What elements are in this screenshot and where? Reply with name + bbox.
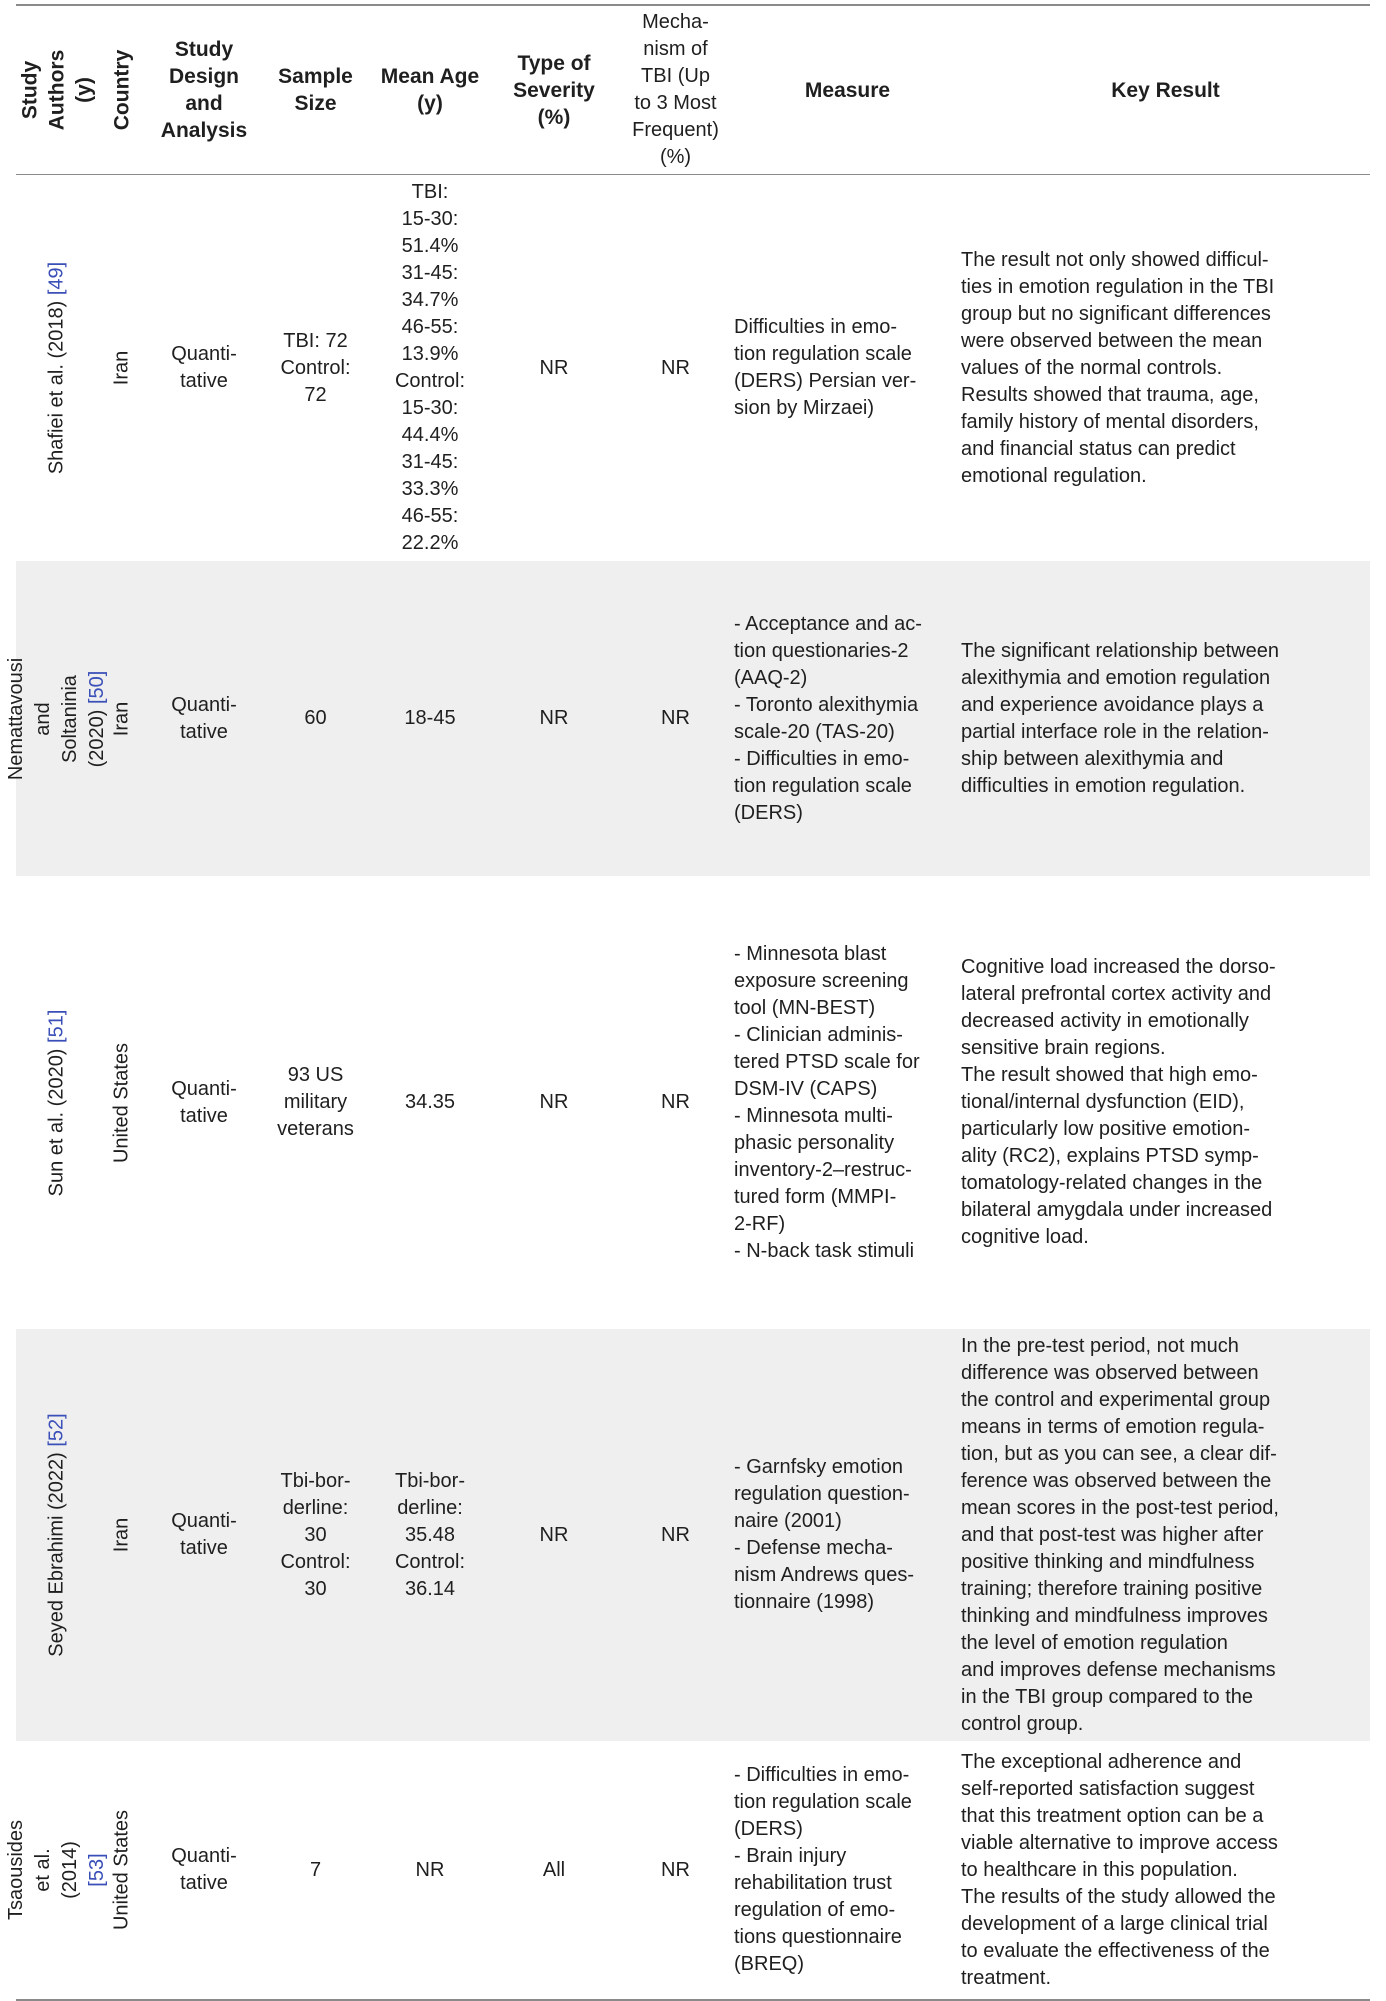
study-authors: Nemattavousi and Soltaninia (2020) xyxy=(5,657,108,780)
cell-severity: NR xyxy=(539,356,569,379)
cell-measure: - Acceptance and ac- tion questionaries-2 (AAQ-2) - Toronto alexithymia scale-20 (TAS-20) - Difficulties in emo- tion regulation scale (DERS) xyxy=(734,561,961,876)
cell-key-result: Cognitive load increased the dorso- lateral prefrontal cortex activity and decreased activity in emotionally sensitive brain regions. The result showed that high emo- tional/internal dysfunction (EID), particularly low positive emotion- ality (RC2), explains PTSD symp- tomatology-related changes in the bilateral amygdala under increased cognitive load. xyxy=(961,956,1276,1248)
cell-study xyxy=(16,876,98,1329)
cell-severity: All xyxy=(491,1741,617,2000)
table-row xyxy=(16,561,1370,876)
cell-measure: - Garnfsky emotion regulation question- naire (2001) - Defense mecha- nism Andrews ques- tionnaire (1998) xyxy=(734,1329,961,1741)
cell-age: Tbi-bor- derline: 35.48 Control: 36.14 xyxy=(369,1329,491,1741)
cell-measure: - Minnesota blast exposure screening tool (MN-BEST) - Clinician adminis- tered PTSD scale for DSM-IV (CAPS) - Minnesota multi- phasic personality inventory-2–restruc- tured form (MMPI- 2-RF) - N-back task stimuli xyxy=(734,942,920,1262)
cell-severity: NR xyxy=(539,1091,569,1113)
cell-study xyxy=(16,175,98,562)
study-authors: Seyed Ebrahimi (2022) xyxy=(45,1446,68,1657)
cell-severity: NR xyxy=(491,561,617,876)
header-severity: Type of Severity (%) xyxy=(491,5,617,175)
cell-design: Quanti- tative xyxy=(146,1329,262,1741)
header-study-authors: Study Authors (y) xyxy=(16,5,98,175)
cell-country: United States xyxy=(110,1042,133,1163)
cell-design: Quanti- tative xyxy=(171,1077,237,1127)
cell-country: Iran xyxy=(98,1329,146,1741)
cell-age: 34.35 xyxy=(404,1091,456,1113)
reference-link[interactable]: [52] xyxy=(45,1413,68,1447)
cell-measure: Difficulties in emo- tion regulation scale (DERS) Persian ver- sion by Mirzaei) xyxy=(734,316,917,419)
cell-design: Quanti- tative xyxy=(146,561,262,876)
cell-severity: NR xyxy=(491,1329,617,1741)
cell-mechanism: NR xyxy=(617,1741,734,2000)
header-mechanism: Mecha- nism of TBI (Up to 3 Most Frequent) (%) xyxy=(617,5,734,175)
study-authors: Tsaousides et al. (2014) xyxy=(5,1819,81,1921)
cell-sample: Tbi-bor- derline: 30 Control: 30 xyxy=(262,1329,369,1741)
cell-sample: TBI: 72 Control: 72 xyxy=(280,329,351,406)
cell-country: United States xyxy=(98,1741,146,2000)
cell-sample: 7 xyxy=(262,1741,369,2000)
cell-design: Quanti- tative xyxy=(146,1741,262,2000)
cell-study xyxy=(16,1329,98,1741)
table-row xyxy=(16,876,1370,1329)
header-mean-age: Mean Age (y) xyxy=(369,5,491,175)
cell-key-result: The exceptional adherence and self-reported satisfaction suggest that this treatment option can be a viable alternative to improve access to healthcare in this population. The results of the study allowed the development of a large clinical trial to evaluate the effectiveness of the treatment. xyxy=(961,1741,1370,2000)
cell-study xyxy=(5,1741,108,2000)
header-measure: Measure xyxy=(734,5,961,175)
header-study-design: Study Design and Analysis xyxy=(146,5,262,175)
study-authors: Shafiei et al. (2018) xyxy=(45,295,68,475)
cell-mechanism: NR xyxy=(661,356,690,379)
cell-study xyxy=(5,561,108,876)
cell-mechanism: NR xyxy=(661,1091,690,1113)
studies-table xyxy=(5,4,1370,2001)
cell-age: TBI: 15-30: 51.4% 31-45: 34.7% 46-55: 13.9% Control: 15-30: 44.4% 31-45: 33.3% 46-55: 22.2% xyxy=(394,181,466,554)
header-row xyxy=(16,5,1370,175)
cell-country: Iran xyxy=(98,561,146,876)
reference-link[interactable]: [53] xyxy=(86,1853,108,1887)
reference-link[interactable]: [49] xyxy=(45,261,68,296)
cell-measure: - Difficulties in emo- tion regulation scale (DERS) - Brain injury rehabilitation trust regulation of emo- tions questionnaire (BREQ) xyxy=(734,1741,961,2000)
table-row xyxy=(16,175,1370,562)
cell-key-result: The result not only showed difficul- ties in emotion regulation in the TBI group but no significant differences were observed between the mean values of the normal controls. Results showed that trauma, age, family history of mental disorders, and financial status can predict emotional regulation. xyxy=(961,248,1275,487)
reference-link[interactable]: [51] xyxy=(45,1009,68,1043)
cell-sample: 93 US military veterans xyxy=(277,1064,354,1140)
header-key-result: Key Result xyxy=(961,5,1370,175)
cell-mechanism: NR xyxy=(617,1329,734,1741)
header-sample-size: Sample Size xyxy=(262,5,369,175)
table-row xyxy=(16,1741,1370,2000)
cell-key-result: In the pre-test period, not much difference was observed between the control and experimental group means in terms of emotion regula- tion, but as you can see, a clear dif- ference was observed between the mean scores in the post-test period, and that post-test was higher after positive thinking and mindfulness training; therefore training positive thinking and mindfulness improves the level of emotion regulation and improves defense mechanisms in the TBI group compared to the control group. xyxy=(961,1329,1370,1741)
study-authors: Sun et al. (2020) xyxy=(45,1042,68,1196)
table-row xyxy=(16,1329,1370,1741)
reference-link[interactable]: [50] xyxy=(86,670,108,704)
cell-age: 18-45 xyxy=(369,561,491,876)
header-country: Country xyxy=(98,5,146,175)
cell-age: NR xyxy=(369,1741,491,2000)
cell-design: Quanti- tative xyxy=(171,343,237,392)
cell-country: Iran xyxy=(110,350,133,386)
cell-mechanism: NR xyxy=(617,561,734,876)
cell-key-result: The significant relationship between alexithymia and emotion regulation and experience avoidance plays a partial interface role in the relation- ship between alexithymia and difficulties in emotion regulation. xyxy=(961,561,1370,876)
cell-sample: 60 xyxy=(262,561,369,876)
